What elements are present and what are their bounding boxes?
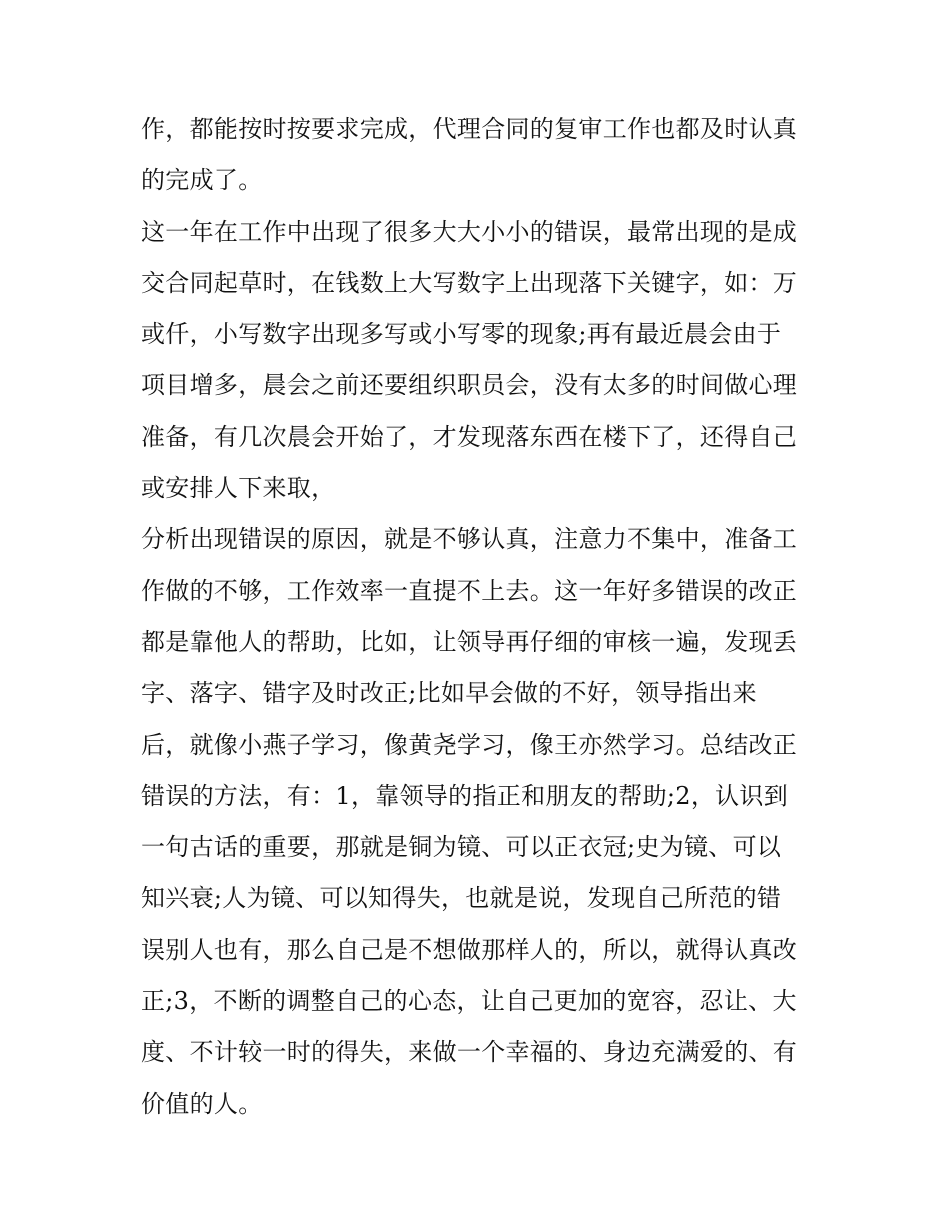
- text-line: 作，都能按时按要求完成，代理合同的复审工作也都及时认真: [141, 115, 798, 143]
- text-line: 正;3，不断的调整自己的心态，让自己更加的宽容，忍让、大: [141, 987, 797, 1016]
- text-line: 都是靠他人的帮助，比如，让领导再仔细的审核一遍，发现丢: [141, 627, 798, 656]
- text-line: 价值的人。: [141, 1089, 263, 1118]
- text-line: 的完成了。: [141, 166, 263, 195]
- body-text: [141, 104, 821, 1130]
- text-line: 错误的方法，有：1，靠领导的指正和朋友的帮助;2，认识到: [141, 781, 789, 810]
- text-line: 知兴衰;人为镜、可以知得失，也就是说，发现自己所范的错: [141, 884, 782, 913]
- text-line: 度、不计较一时的得失，来做一个幸福的、身边充满爱的、有: [141, 1038, 798, 1067]
- text-line: 一句古话的重要，那就是铜为镜、可以正衣冠;史为镜、可以: [141, 833, 782, 862]
- text-line: 准备，有几次晨会开始了，才发现落东西在楼下了，还得自己: [141, 422, 798, 451]
- text-line: 这一年在工作中出现了很多大大小小的错误，最常出现的是成: [141, 217, 798, 246]
- text-line: 项目增多，晨会之前还要组织职员会，没有太多的时间做心理: [141, 371, 798, 400]
- text-line: 后，就像小燕子学习，像黄尧学习，像王亦然学习。总结改正: [141, 730, 798, 759]
- text-line: 误别人也有，那么自己是不想做那样人的，所以，就得认真改: [141, 935, 798, 964]
- text-line: 作做的不够，工作效率一直提不上去。这一年好多错误的改正: [141, 576, 798, 605]
- text-line: 或仟，小写数字出现多写或小写零的现象;再有最近晨会由于: [141, 320, 782, 349]
- text-line: 字、落字、错字及时改正;比如早会做的不好，领导指出来: [141, 679, 757, 708]
- text-line: 或安排人下来取，: [141, 474, 336, 503]
- text-line: 分析出现错误的原因，就是不够认真，注意力不集中，准备工: [141, 525, 798, 554]
- text-line: 交合同起草时，在钱数上大写数字上出现落下关键字，如：万: [141, 268, 798, 297]
